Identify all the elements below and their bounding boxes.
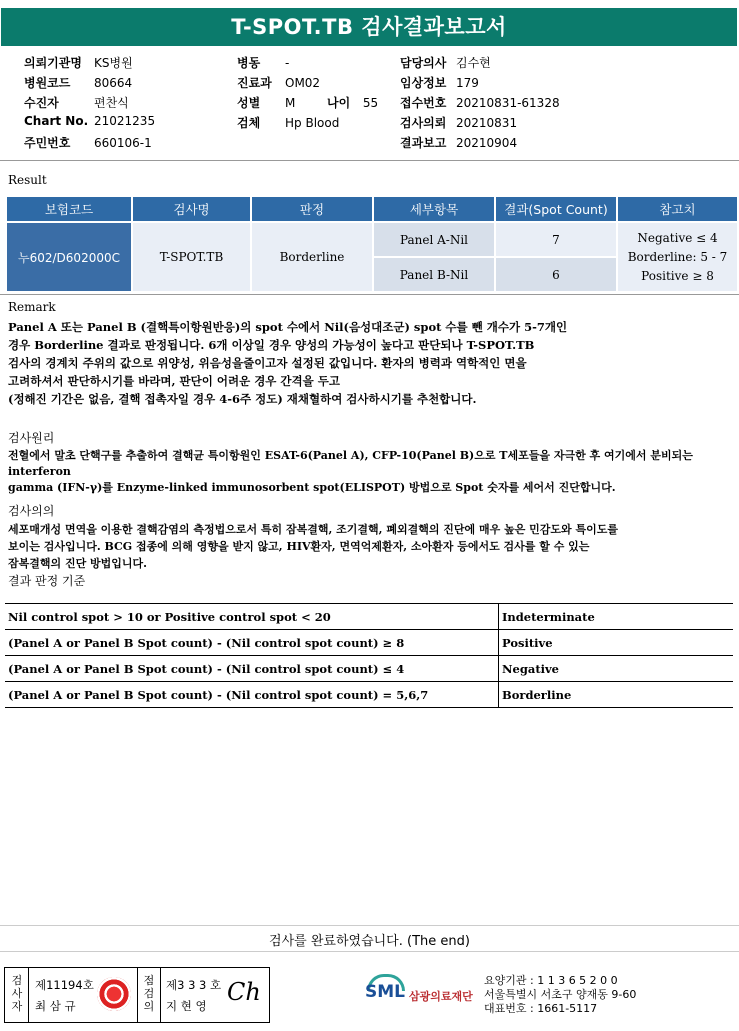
info-field <box>237 114 339 131</box>
criteria-condition: (Panel A or Panel B Spot count) - (Nil control spot count) ≥ 8 <box>5 630 499 656</box>
header-test-name: 검사명 <box>132 196 251 222</box>
lab-code: 요양기관 : 1 1 3 6 5 2 0 0 <box>484 974 618 987</box>
info-label: 임상정보 <box>400 76 447 90</box>
significance-line: 세포매개성 면역을 이용한 결핵감염의 측정법으로서 특히 잠복결핵, 조기결핵, 폐외결핵의 진단에 매우 높은 민감도와 특이도를 <box>8 523 618 536</box>
info-label: 결과보고 <box>400 136 447 150</box>
info-field <box>400 134 517 151</box>
report-title: T-SPOT.TB 검사결과보고서 <box>1 8 737 46</box>
header-judgement: 판정 <box>251 196 373 222</box>
reference-range <box>617 222 738 292</box>
significance-label: 검사의의 <box>8 504 55 518</box>
info-label: 병동 <box>237 56 261 70</box>
criteria-condition: Nil control spot > 10 or Positive control spot < 20 <box>5 604 499 630</box>
org-name: 삼광의료재단 <box>409 990 473 1003</box>
inspector-number: 제11194호 <box>35 978 94 992</box>
divider <box>0 160 739 161</box>
info-field <box>400 94 560 111</box>
principle-line: gamma (IFN-γ)를 Enzyme-linked immunosorbent spot(ELISPOT) 방법으로 Spot 숫자를 세어서 진단합니다. <box>8 481 616 494</box>
principle-line: 전혈에서 말초 단핵구를 추출하여 결핵균 특이항원인 ESAT-6(Panel A), CFP-10(Panel B)으로 T세포들을 자극한 후 여기에서 분비되는 <box>8 449 693 462</box>
criteria-result: Negative <box>499 656 734 682</box>
info-label: 성별 <box>237 96 261 110</box>
info-label: 병원코드 <box>24 76 71 90</box>
reviewer-label: 점검의 <box>143 974 155 1013</box>
header-result: 결과(Spot Count) <box>495 196 617 222</box>
inspector-name: 최 삼 규 <box>35 999 76 1013</box>
info-field <box>400 114 517 131</box>
reference-positive: Positive ≥ 8 <box>641 268 714 283</box>
result-label: Result <box>8 173 47 187</box>
significance-line: 잠복결핵의 진단 방법입니다. <box>8 557 147 570</box>
age-label: 나이 <box>327 96 351 110</box>
lab-phone: 대표번호 : 1661-5117 <box>484 1002 598 1015</box>
criteria-result: Positive <box>499 630 734 656</box>
reviewer-name: 지 현 영 <box>166 999 207 1013</box>
age-value: 55 <box>362 96 379 110</box>
divider <box>0 925 739 926</box>
age-field <box>327 94 378 111</box>
detail-item-a: Panel A-Nil <box>373 222 495 257</box>
lab-info <box>484 974 636 1016</box>
remark-line: 고려하셔서 판단하시기를 바라며, 판단이 어려운 경우 간격을 두고 <box>8 374 340 388</box>
reference-negative: Negative ≤ 4 <box>637 230 718 245</box>
info-label: 수진자 <box>24 96 59 110</box>
significance-line: 보이는 검사입니다. BCG 접종에 의해 영향을 받지 않고, HIV환자, 면역억제환자, 소아환자 등에서도 검사를 할 수 있는 <box>8 540 590 553</box>
criteria-condition: (Panel A or Panel B Spot count) - (Nil control spot count) = 5,6,7 <box>5 682 499 708</box>
header-detail-item: 세부항목 <box>373 196 495 222</box>
info-field <box>400 54 491 71</box>
criteria-result: Indeterminate <box>499 604 734 630</box>
divider <box>0 951 739 952</box>
info-label: 주민번호 <box>24 136 71 150</box>
info-label: Chart No. <box>24 114 89 128</box>
info-label: 진료과 <box>237 76 272 90</box>
remark-line: 검사의 경계치 주위의 값으로 위양성, 위음성을줄이고자 설정된 값입니다. 환자의 병력과 역학적인 면을 <box>8 356 527 370</box>
inspector-label: 검사자 <box>11 974 23 1013</box>
official-seal-icon <box>97 977 131 1011</box>
info-value: Hp Blood <box>285 116 340 130</box>
test-name: T-SPOT.TB <box>132 222 251 292</box>
principle-text <box>8 447 693 497</box>
criteria-condition: (Panel A or Panel B Spot count) - (Nil control spot count) ≤ 4 <box>5 656 499 682</box>
spot-count-b: 6 <box>495 257 617 292</box>
info-field <box>24 114 155 128</box>
insurance-code: 누602/D602000C <box>6 222 132 292</box>
info-value: 21021235 <box>94 114 156 128</box>
remark-label: Remark <box>8 300 56 314</box>
principle-label: 검사원리 <box>8 431 55 445</box>
signature-image: Ch <box>227 978 261 1006</box>
spot-count-a: 7 <box>495 222 617 257</box>
patient-info <box>0 54 739 154</box>
info-field <box>24 54 133 71</box>
info-value: 80664 <box>94 76 133 90</box>
info-value: 김수현 <box>456 56 491 70</box>
criteria-result: Borderline <box>499 682 734 708</box>
reference-borderline: Borderline: 5 - 7 <box>627 249 728 264</box>
criteria-table <box>5 603 733 708</box>
info-field <box>237 54 289 71</box>
info-field <box>24 74 132 91</box>
significance-text <box>8 521 618 572</box>
signature-box <box>4 967 270 1023</box>
info-value: OM02 <box>285 76 321 90</box>
reviewer-number: 제3 3 3 호 <box>166 978 222 992</box>
remark-line: (정해진 기간은 없음, 결핵 접촉자일 경우 4-6주 정도) 재채혈하여 검사하시기를 추천합니다. <box>8 392 477 406</box>
remark-line: 경우 Borderline 결과로 판정됩니다. 6개 이상일 경우 양성의 가능성이 높다고 판단되나 T-SPOT.TB <box>8 338 535 352</box>
info-label: 접수번호 <box>400 96 447 110</box>
criteria-label: 결과 판정 기준 <box>8 574 86 588</box>
info-field <box>237 74 320 91</box>
result-table <box>5 195 739 293</box>
info-field <box>237 94 295 111</box>
info-value: 179 <box>456 76 479 90</box>
info-label: 검체 <box>237 116 261 130</box>
info-value: KS병원 <box>94 56 133 70</box>
remark-line: Panel A 또는 Panel B (결핵특이항원반응)의 spot 수에서 Nil(음성대조군) spot 수를 뺀 개수가 5-7개인 <box>8 320 568 334</box>
end-text: 검사를 완료하였습니다. (The end) <box>269 934 470 949</box>
info-field <box>24 94 129 111</box>
remark-text <box>8 318 567 408</box>
principle-line: interferon <box>8 465 71 478</box>
detail-item-b: Panel B-Nil <box>373 257 495 292</box>
lab-address: 서울특별시 서초구 양재동 9-60 <box>484 988 637 1001</box>
info-label: 담당의사 <box>400 56 447 70</box>
info-value: 20210831 <box>456 116 518 130</box>
info-value: 660106-1 <box>94 136 152 150</box>
header-reference: 참고치 <box>617 196 738 222</box>
info-value: 20210831-61328 <box>456 96 560 110</box>
info-label: 검사의뢰 <box>400 116 447 130</box>
info-field <box>24 134 152 151</box>
info-field <box>400 74 479 91</box>
divider <box>0 294 739 295</box>
header-insurance-code: 보험코드 <box>6 196 132 222</box>
info-value: 20210904 <box>456 136 518 150</box>
info-label: 의뢰기관명 <box>24 56 82 70</box>
info-value: M <box>285 96 296 110</box>
info-value: - <box>285 56 290 70</box>
judgement: Borderline <box>251 222 373 292</box>
logo-text: SML <box>365 982 405 1002</box>
info-value: 편찬식 <box>94 96 129 110</box>
